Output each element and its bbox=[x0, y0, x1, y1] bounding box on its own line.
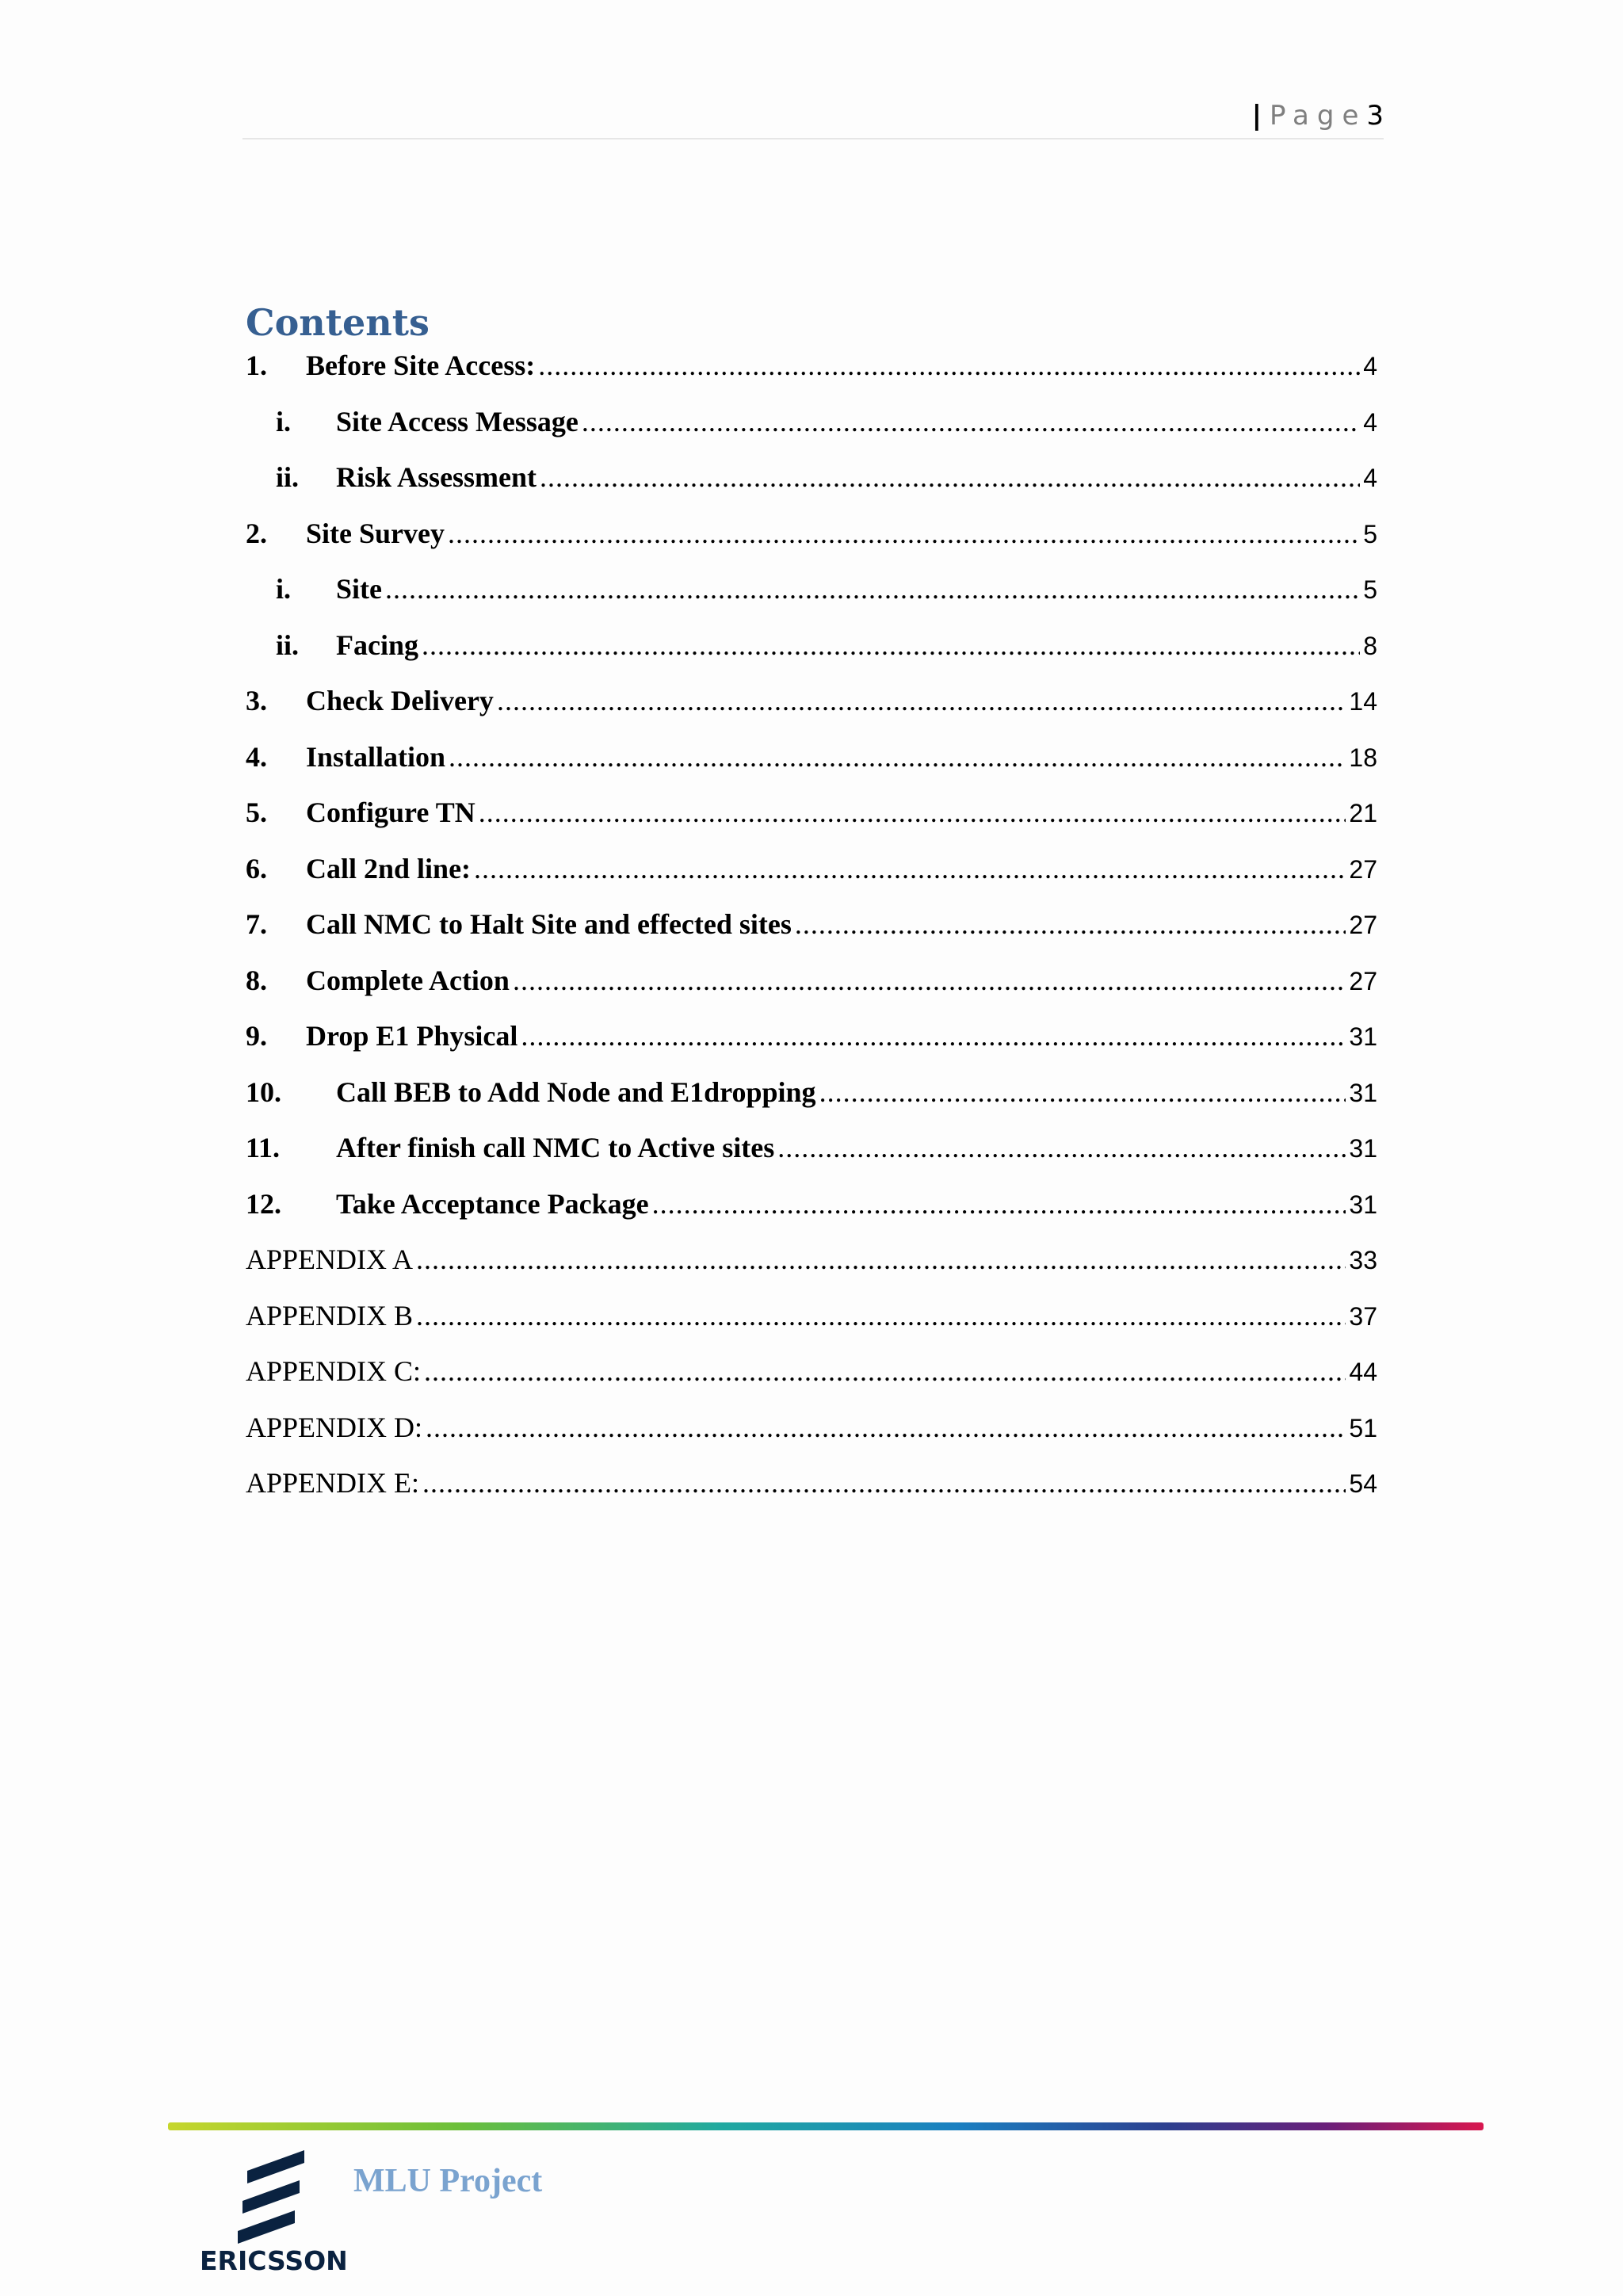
toc-leader bbox=[497, 684, 1346, 717]
page-header bbox=[242, 98, 1384, 139]
toc-number: 1. bbox=[246, 350, 267, 381]
toc-page: 33 bbox=[1349, 1246, 1377, 1274]
toc-title: Configure TN bbox=[306, 797, 475, 828]
toc-entry[interactable] bbox=[246, 517, 1377, 573]
toc-entry[interactable] bbox=[246, 684, 1377, 740]
toc-page: 51 bbox=[1349, 1413, 1377, 1442]
toc-number: i. bbox=[276, 405, 292, 437]
toc-number: 4. bbox=[246, 740, 267, 773]
toc-entry[interactable] bbox=[246, 1075, 1377, 1132]
toc-title: After finish call NMC to Active sites bbox=[336, 1132, 775, 1163]
toc-title: Call 2nd line: bbox=[306, 852, 472, 884]
toc-leader bbox=[449, 740, 1346, 774]
toc-leader bbox=[513, 964, 1346, 997]
toc-page: 27 bbox=[1349, 911, 1377, 939]
toc-title: Installation bbox=[306, 740, 446, 773]
toc-title: APPENDIX C: bbox=[246, 1355, 422, 1387]
toc-number: i. bbox=[276, 573, 292, 605]
toc-page: 4 bbox=[1363, 407, 1377, 437]
toc-leader bbox=[424, 1354, 1346, 1388]
toc-page: 31 bbox=[1349, 1022, 1377, 1051]
toc-title: Check Delivery bbox=[306, 685, 494, 716]
toc-page: 5 bbox=[1363, 575, 1377, 604]
toc-number: 11. bbox=[246, 1132, 281, 1163]
project-name: MLU Project bbox=[353, 2163, 543, 2199]
toc-page: 8 bbox=[1363, 631, 1377, 660]
toc-number: ii. bbox=[276, 628, 300, 661]
ericsson-logo bbox=[200, 2144, 347, 2279]
toc-page: 44 bbox=[1349, 1358, 1377, 1386]
toc-number: 9. bbox=[246, 1020, 267, 1052]
toc-leader bbox=[540, 460, 1360, 494]
table-of-contents bbox=[246, 349, 1377, 1522]
toc-page: 14 bbox=[1349, 687, 1377, 716]
toc-title: Call NMC to Halt Site and effected sites bbox=[306, 908, 792, 940]
toc-page: 27 bbox=[1349, 854, 1377, 884]
toc-title: APPENDIX B bbox=[246, 1299, 414, 1331]
page-word: Page bbox=[1270, 100, 1367, 132]
toc-entry[interactable] bbox=[246, 1411, 1377, 1467]
page-bar: | bbox=[1251, 100, 1262, 132]
contents-heading: Contents bbox=[246, 301, 430, 344]
toc-title: Call BEB to Add Node and E1dropping bbox=[336, 1075, 816, 1108]
toc-title: Drop E1 Physical bbox=[306, 1020, 518, 1052]
toc-leader bbox=[795, 907, 1346, 941]
toc-page: 37 bbox=[1349, 1301, 1377, 1331]
toc-leader bbox=[422, 628, 1360, 662]
toc-leader bbox=[538, 349, 1360, 382]
toc-leader bbox=[474, 852, 1346, 885]
toc-number: 6. bbox=[246, 852, 267, 884]
toc-number: 7. bbox=[246, 908, 267, 940]
toc-leader bbox=[448, 517, 1360, 550]
toc-page: 5 bbox=[1363, 519, 1377, 548]
toc-entry[interactable] bbox=[246, 405, 1377, 461]
toc-entry[interactable] bbox=[246, 907, 1377, 964]
toc-title: APPENDIX D: bbox=[246, 1411, 423, 1443]
toc-leader bbox=[582, 405, 1360, 438]
footer-gradient-rule bbox=[168, 2122, 1484, 2130]
toc-title: Risk Assessment bbox=[336, 461, 537, 493]
toc-page: 18 bbox=[1349, 743, 1377, 772]
toc-number: 8. bbox=[246, 964, 267, 996]
toc-leader bbox=[777, 1131, 1346, 1164]
toc-leader bbox=[521, 1019, 1346, 1052]
toc-number: ii. bbox=[276, 461, 300, 493]
toc-title: Site Survey bbox=[306, 517, 445, 549]
page-number: 3 bbox=[1366, 100, 1384, 132]
toc-number: 10. bbox=[246, 1075, 281, 1108]
toc-page: 31 bbox=[1349, 1190, 1377, 1219]
toc-entry[interactable] bbox=[246, 796, 1377, 852]
toc-title: Site Access Message bbox=[336, 405, 579, 437]
toc-title: Facing bbox=[336, 628, 418, 661]
toc-page: 27 bbox=[1349, 966, 1377, 995]
toc-leader bbox=[819, 1075, 1346, 1109]
toc-page: 31 bbox=[1349, 1078, 1377, 1107]
toc-page: 4 bbox=[1363, 352, 1377, 380]
toc-entry[interactable] bbox=[246, 1354, 1377, 1411]
toc-leader bbox=[422, 1466, 1346, 1499]
toc-entry[interactable] bbox=[246, 1466, 1377, 1522]
toc-number: 12. bbox=[246, 1187, 281, 1220]
toc-leader bbox=[652, 1187, 1346, 1221]
toc-leader bbox=[416, 1243, 1346, 1276]
logo-wordmark: ERICSSON bbox=[200, 2245, 348, 2276]
toc-page: 4 bbox=[1363, 464, 1377, 492]
toc-entry[interactable] bbox=[246, 740, 1377, 797]
toc-page: 54 bbox=[1349, 1469, 1377, 1498]
toc-entry[interactable] bbox=[246, 1187, 1377, 1244]
toc-leader bbox=[385, 572, 1360, 606]
toc-title: Before Site Access: bbox=[306, 350, 536, 381]
toc-entry[interactable] bbox=[246, 852, 1377, 908]
page-number-label bbox=[1252, 100, 1384, 132]
toc-title: APPENDIX A bbox=[246, 1244, 414, 1275]
toc-title: Complete Action bbox=[306, 964, 510, 996]
toc-number: 5. bbox=[246, 797, 267, 828]
toc-entry[interactable] bbox=[246, 349, 1377, 405]
toc-entry[interactable] bbox=[246, 1019, 1377, 1075]
toc-entry[interactable] bbox=[246, 572, 1377, 628]
toc-entry[interactable] bbox=[246, 460, 1377, 517]
toc-title: APPENDIX E: bbox=[246, 1467, 420, 1499]
toc-page: 21 bbox=[1349, 799, 1377, 827]
toc-entry[interactable] bbox=[246, 1131, 1377, 1187]
toc-leader bbox=[426, 1411, 1346, 1444]
toc-entry[interactable] bbox=[246, 628, 1377, 685]
ericsson-bars-icon bbox=[200, 2144, 347, 2245]
toc-title: Take Acceptance Package bbox=[336, 1187, 649, 1220]
toc-number: 3. bbox=[246, 685, 267, 716]
toc-page: 31 bbox=[1349, 1134, 1377, 1163]
toc-entry[interactable] bbox=[246, 1299, 1377, 1355]
toc-title: Site bbox=[336, 573, 382, 605]
toc-number: 2. bbox=[246, 517, 267, 549]
toc-leader bbox=[416, 1299, 1346, 1332]
toc-entry[interactable] bbox=[246, 1243, 1377, 1299]
toc-entry[interactable] bbox=[246, 964, 1377, 1020]
toc-leader bbox=[479, 796, 1346, 829]
